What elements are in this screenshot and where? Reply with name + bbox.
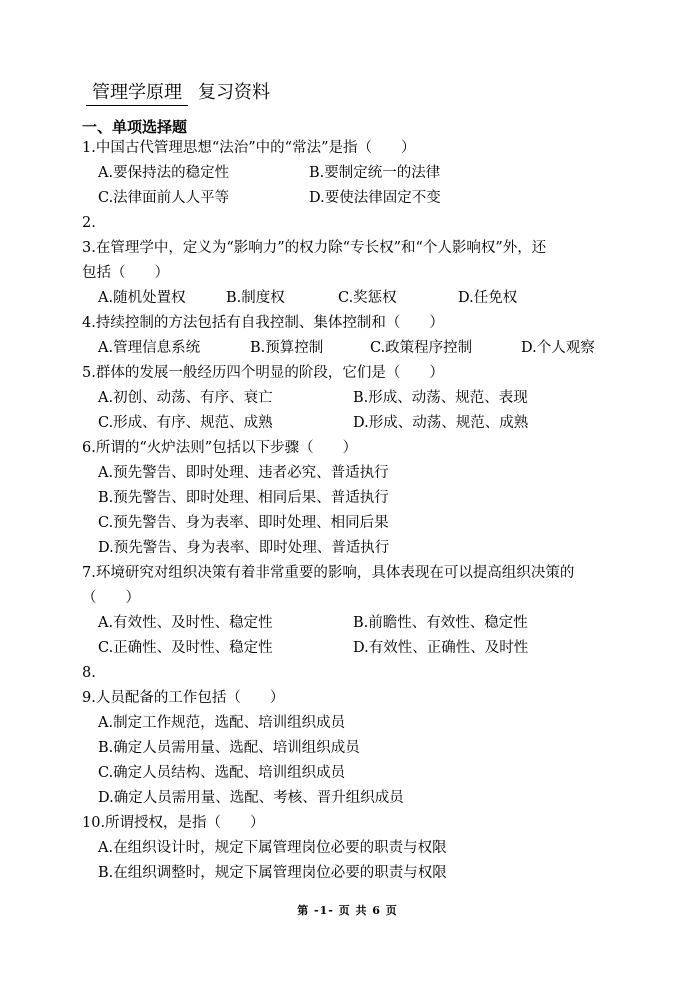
- question-6-option-d: D.预先警告、身为表率、即时处理、普适执行: [98, 540, 390, 556]
- document-subtitle: 复习资料: [198, 82, 270, 103]
- question-3-stem-line-1: 3.在管理学中，定义为“影响力”的权力除“专长权”和“个人影响权”外，还: [82, 240, 547, 256]
- question-7-stem-line-2: （ ）: [82, 590, 140, 606]
- question-1-option-b: B.要制定统一的法律: [309, 165, 441, 181]
- question-7-stem-line-1: 7.环境研究对组织决策有着非常重要的影响，具体表现在可以提高组织决策的: [82, 565, 575, 581]
- page-footer: 第 -1- 页 共 6 页: [297, 904, 398, 917]
- question-5-option-b: B.形成、动荡、规范、表现: [353, 390, 528, 406]
- question-4-option-c: C.政策程序控制: [370, 340, 473, 356]
- question-7-option-b: B.前瞻性、有效性、稳定性: [353, 615, 528, 631]
- question-10-option-b: B.在组织调整时，规定下属管理岗位必要的职责与权限: [98, 865, 447, 881]
- question-9-option-d: D.确定人员需用量、选配、考核、晋升组织成员: [98, 790, 404, 806]
- question-5-option-c: C.形成、有序、规范、成熟: [98, 415, 273, 431]
- question-4-option-d: D.个人观察: [521, 340, 595, 356]
- question-5-stem: 5.群体的发展一般经历四个明显的阶段，它们是（ ）: [82, 365, 444, 381]
- question-8-stem: 8.: [82, 665, 96, 681]
- question-9-option-b: B.确定人员需用量、选配、培训组织成员: [98, 740, 360, 756]
- question-6-option-b: B.预先警告、即时处理、相同后果、普适执行: [98, 490, 389, 506]
- question-5-option-d: D.形成、动荡、规范、成熟: [353, 415, 529, 431]
- question-4-option-b: B.预算控制: [250, 340, 324, 356]
- question-1-option-d: D.要使法律固定不变: [309, 190, 441, 206]
- question-1-option-c: C.法律面前人人平等: [98, 190, 230, 206]
- document-title: [86, 78, 270, 106]
- question-3-option-d: D.任免权: [458, 290, 518, 306]
- question-7-option-a: A.有效性、及时性、稳定性: [98, 615, 273, 631]
- question-3-option-b: B.制度权: [226, 290, 285, 306]
- question-2-stem: 2.: [82, 215, 96, 231]
- question-9-stem: 9.人员配备的工作包括（ ）: [82, 690, 285, 706]
- question-3-stem-line-2: 包括（ ）: [82, 265, 169, 281]
- question-9-option-c: C.确定人员结构、选配、培训组织成员: [98, 765, 346, 781]
- question-3-option-a: A.随机处置权: [98, 290, 186, 306]
- course-name: 管理学原理: [86, 78, 188, 106]
- question-4-option-a: A.管理信息系统: [98, 340, 201, 356]
- question-4-stem: 4.持续控制的方法包括有自我控制、集体控制和（ ）: [82, 315, 444, 331]
- question-9-option-a: A.制定工作规范，选配、培训组织成员: [98, 715, 346, 731]
- question-7-option-d: D.有效性、正确性、及时性: [353, 640, 529, 656]
- section-heading: 一、单项选择题: [82, 118, 188, 136]
- question-10-option-a: A.在组织设计时，规定下属管理岗位必要的职责与权限: [98, 840, 447, 856]
- question-7-option-c: C.正确性、及时性、稳定性: [98, 640, 273, 656]
- question-6-option-c: C.预先警告、身为表率、即时处理、相同后果: [98, 515, 389, 531]
- question-6-stem: 6.所谓的“火炉法则”包括以下步骤（ ）: [82, 440, 358, 456]
- question-10-stem: 10.所谓授权，是指（ ）: [82, 815, 265, 831]
- question-3-option-c: C.奖惩权: [338, 290, 397, 306]
- question-5-option-a: A.初创、动荡、有序、衰亡: [98, 390, 273, 406]
- question-6-option-a: A.预先警告、即时处理、违者必究、普适执行: [98, 465, 389, 481]
- question-1-option-a: A.要保持法的稳定性: [98, 165, 230, 181]
- question-1-stem: 1.中国古代管理思想“法治”中的“常法”是指（ ）: [82, 140, 416, 156]
